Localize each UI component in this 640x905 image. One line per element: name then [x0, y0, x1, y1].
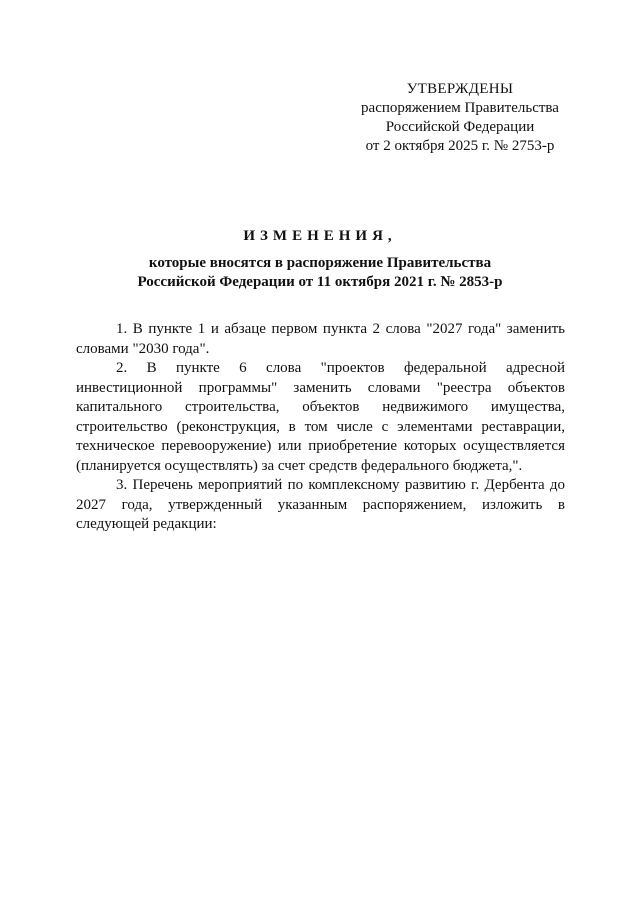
- subtitle-line-1: которые вносятся в распоряжение Правительства: [148, 255, 492, 271]
- document-title: ИЗМЕНЕНИЯ,: [243, 228, 397, 244]
- approval-line-3: от 2 октября 2025 г. № 2753-р: [365, 138, 555, 154]
- document-subtitle: [60, 254, 580, 292]
- paragraph-2: 2. В пункте 6 слова "проектов федеральной адресной инвестиционной программы" заменить словами "реестра объектов капитального строительства, объектов недвижимого имущества, строительство (реконструкция, в том числе с элементами реставрации, техническое перевооружение) или приобретение которых осуществляется (планируется осуществлять) за счет средств федерального бюджета,".: [76, 360, 565, 474]
- document-title-block: [60, 226, 580, 292]
- paragraph-1: 1. В пункте 1 и абзаце первом пункта 2 слова "2027 года" заменить словами "2030 года".: [76, 321, 565, 357]
- approval-line-1: распоряжением Правительства: [361, 100, 559, 116]
- paragraph-3: 3. Перечень мероприятий по комплексному развитию г. Дербента до 2027 года, утвержденный указанным распоряжением, изложить в следующей редакции:: [76, 477, 565, 532]
- approval-line-2: Российской Федерации: [385, 119, 535, 135]
- subtitle-line-2: Российской Федерации от 11 октября 2021 г. № 2853-р: [137, 274, 503, 290]
- document-body: [76, 320, 565, 535]
- approval-stamp: [340, 80, 580, 156]
- approval-heading: УТВЕРЖДЕНЫ: [406, 81, 514, 97]
